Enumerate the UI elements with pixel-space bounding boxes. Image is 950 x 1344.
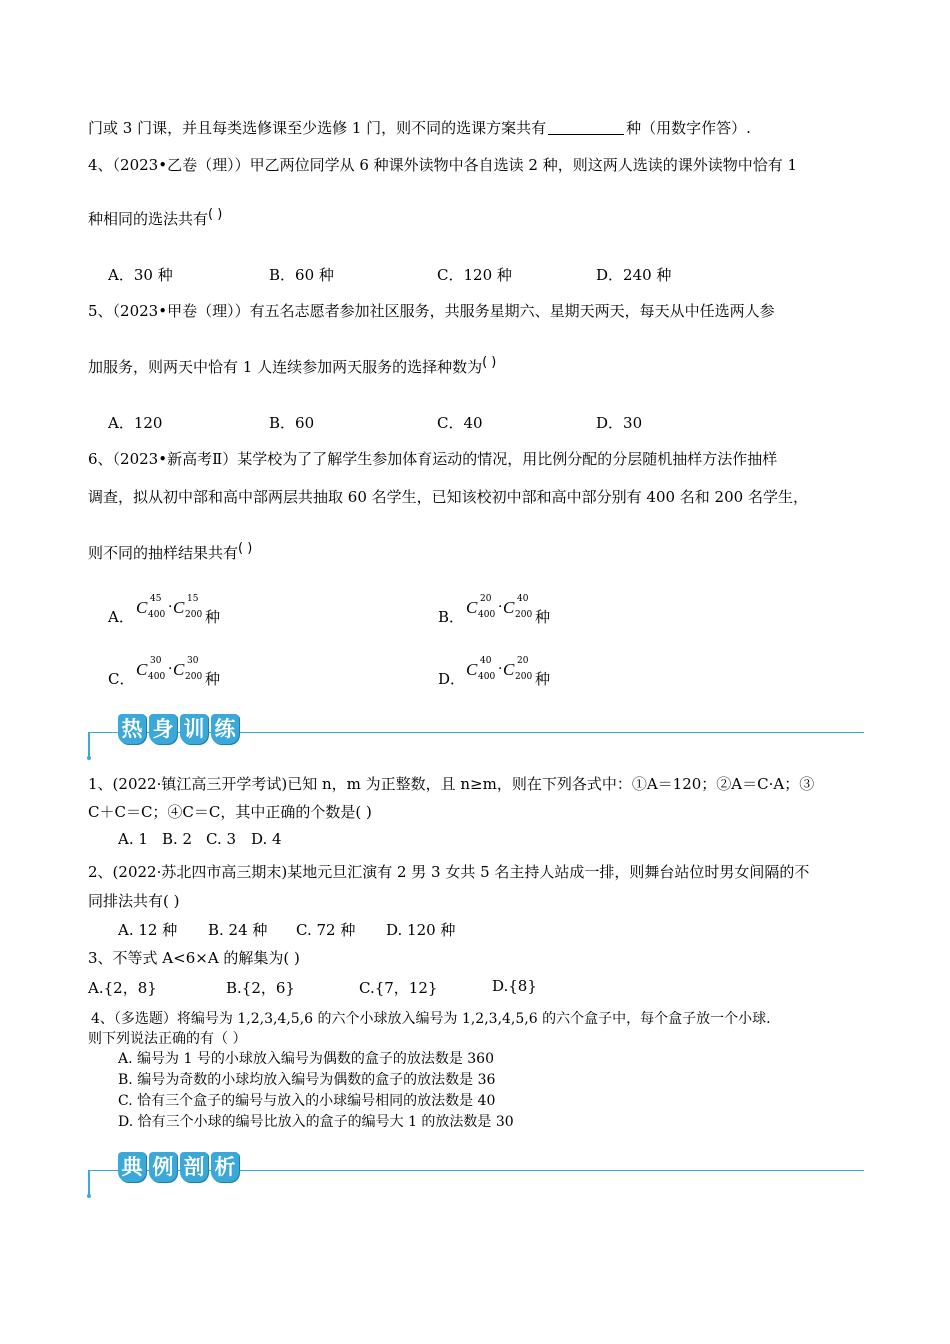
comb-superscript: 30 xyxy=(187,656,199,666)
section-title-char: 身 xyxy=(149,714,177,744)
comb-subscript: 400 xyxy=(148,672,166,682)
section-title-char: 练 xyxy=(211,714,239,744)
answer-paren: ( ) xyxy=(482,355,497,370)
warmup-q2-option-b[interactable]: B. 24 种 xyxy=(208,921,268,939)
option-unit: 种 xyxy=(535,608,551,626)
q4-option-c[interactable]: C．120 种 xyxy=(437,266,512,284)
warmup-q4-option-d[interactable]: D. 恰有三个小球的编号比放入的盒子的编号大 1 的放法数是 30 xyxy=(118,1114,514,1130)
q5-option-c[interactable]: C．40 xyxy=(437,414,483,432)
warmup-q3-option-c[interactable]: C.{7，12} xyxy=(359,979,438,997)
q5-option-d[interactable]: D．30 xyxy=(596,414,643,432)
warmup-q2-line2: 同排法共有( ) xyxy=(88,892,180,910)
comb-superscript: 40 xyxy=(480,656,492,666)
comb-subscript: 200 xyxy=(185,672,203,682)
warmup-q3-option-b[interactable]: B.{2，6} xyxy=(226,979,295,997)
q5-option-a[interactable]: A．120 xyxy=(108,414,163,432)
comb-superscript: 30 xyxy=(150,656,162,666)
comb-symbol: C xyxy=(466,660,478,679)
comb-superscript: 15 xyxy=(187,594,199,604)
option-label: B． xyxy=(438,608,465,626)
comb-superscript: 20 xyxy=(517,656,529,666)
warmup-q2-option-a[interactable]: A. 12 种 xyxy=(118,921,178,939)
comb-dot: · xyxy=(168,661,173,677)
comb-symbol: C xyxy=(503,660,515,679)
comb-superscript: 40 xyxy=(517,594,529,604)
comb-symbol: C xyxy=(503,598,515,617)
q6-line2: 调查，拟从初中部和高中部两层共抽取 60 名学生，已知该校初中部和高中部分别有 400 名和 200 名学生， xyxy=(88,488,808,506)
warmup-q4-option-b[interactable]: B. 编号为奇数的小球均放入编号为偶数的盒子的放法数是 36 xyxy=(118,1072,496,1088)
section-title-char: 训 xyxy=(180,714,208,744)
q5-line1: 5、（2023•甲卷（理））有五名志愿者参加社区服务，共服务星期六、星期天两天，每天从中任选两人参 xyxy=(88,302,775,320)
section-title-char: 剖 xyxy=(180,1152,208,1182)
comb-symbol: C xyxy=(136,598,148,617)
section-title-char: 例 xyxy=(149,1152,177,1182)
comb-dot: · xyxy=(498,599,503,615)
comb-dot: · xyxy=(498,661,503,677)
section-dot xyxy=(87,756,91,760)
comb-superscript: 20 xyxy=(480,594,492,604)
section-header-examples xyxy=(88,1150,864,1190)
section-title-char: 典 xyxy=(118,1152,146,1182)
warmup-q4-line1: 4、（多选题）将编号为 1,2,3,4,5,6 的六个小球放入编号为 1,2,3,4,5,6 的六个盒子中，每个盒子放一个小球. xyxy=(91,1011,771,1027)
q6-line1: 6、（2023•新高考Ⅱ）某学校为了了解学生参加体育运动的情况，用比例分配的分层随机抽样方法作抽样 xyxy=(88,450,778,468)
q6-option-d[interactable] xyxy=(438,656,598,696)
answer-paren: ( ) xyxy=(238,541,253,556)
comb-symbol: C xyxy=(173,660,185,679)
option-unit: 种 xyxy=(205,670,221,688)
warmup-q1-option-b[interactable]: B. 2 xyxy=(162,830,193,848)
comb-subscript: 200 xyxy=(515,610,533,620)
section-rule-vertical xyxy=(88,1170,90,1196)
warmup-q3-option-a[interactable]: A.{2，8} xyxy=(88,979,157,997)
warmup-q2-option-d[interactable]: D. 120 种 xyxy=(386,921,456,939)
q5-option-b[interactable]: B．60 xyxy=(269,414,315,432)
answer-blank[interactable] xyxy=(548,120,624,135)
warmup-q3-option-d[interactable]: D.{8} xyxy=(492,977,537,995)
option-label: C． xyxy=(108,670,135,688)
comb-symbol: C xyxy=(466,598,478,617)
warmup-q2-line1: 2、(2022·苏北四市高三期末)某地元旦汇演有 2 男 3 女共 5 名主持人站成一排，则舞台站位时男女间隔的不 xyxy=(88,863,810,881)
comb-subscript: 400 xyxy=(478,672,496,682)
q6-line3: 则不同的抽样结果共有( ) xyxy=(88,541,253,562)
option-unit: 种 xyxy=(205,608,221,626)
section-title-char: 析 xyxy=(211,1152,239,1182)
comb-subscript: 400 xyxy=(478,610,496,620)
option-unit: 种 xyxy=(535,670,551,688)
warmup-q1-option-a[interactable]: A. 1 xyxy=(118,830,148,848)
comb-subscript: 400 xyxy=(148,610,166,620)
section-rule-vertical xyxy=(88,732,90,758)
warmup-q1-line2: C＋C＝C；④C＝C，其中正确的个数是( ) xyxy=(88,803,372,821)
q4-line2: 种相同的选法共有( ) xyxy=(88,207,223,228)
warmup-q4-option-c[interactable]: C. 恰有三个盒子的编号与放入的小球编号相同的放法数是 40 xyxy=(118,1093,496,1109)
warmup-q1-option-c[interactable]: C. 3 xyxy=(206,830,237,848)
warmup-q1-line1: 1、(2022·镇江高三开学考试)已知 n，m 为正整数，且 n≥m，则在下列各式中：①A＝120；②A＝C·A；③ xyxy=(88,775,815,793)
comb-symbol: C xyxy=(136,660,148,679)
q3-tail-line: 门或 3 门课，并且每类选修课至少选修 1 门，则不同的选课方案共有 种（用数字作答）. xyxy=(88,119,751,137)
warmup-q4-line2: 则下列说法正确的有（ ） xyxy=(88,1031,247,1047)
option-label: D． xyxy=(438,670,466,688)
q6-option-b[interactable] xyxy=(438,594,598,634)
warmup-q2-option-c[interactable]: C. 72 种 xyxy=(296,921,356,939)
comb-symbol: C xyxy=(173,598,185,617)
comb-superscript: 45 xyxy=(150,594,162,604)
q4-option-b[interactable]: B．60 种 xyxy=(269,266,334,284)
q6-option-c[interactable] xyxy=(108,656,268,696)
section-header-warmup xyxy=(88,712,864,752)
q4-option-a[interactable]: A．30 种 xyxy=(108,266,173,284)
comb-subscript: 200 xyxy=(185,610,203,620)
q4-line1: 4、（2023•乙卷（理））甲乙两位同学从 6 种课外读物中各自选读 2 种，则这两人选读的课外读物中恰有 1 xyxy=(88,156,798,174)
warmup-q4-option-a[interactable]: A. 编号为 1 号的小球放入编号为偶数的盒子的放法数是 360 xyxy=(118,1051,494,1067)
answer-paren: ( ) xyxy=(208,207,223,222)
comb-dot: · xyxy=(168,599,173,615)
option-label: A． xyxy=(108,608,134,626)
warmup-q1-option-d[interactable]: D. 4 xyxy=(251,830,282,848)
comb-subscript: 200 xyxy=(515,672,533,682)
q5-line2: 加服务，则两天中恰有 1 人连续参加两天服务的选择种数为( ) xyxy=(88,355,497,376)
warmup-q3-line: 3、不等式 A<6×A 的解集为( ) xyxy=(88,949,300,967)
section-dot xyxy=(87,1194,91,1198)
q6-option-a[interactable] xyxy=(108,594,268,634)
q4-option-d[interactable]: D．240 种 xyxy=(596,266,672,284)
section-title-char: 热 xyxy=(118,714,146,744)
